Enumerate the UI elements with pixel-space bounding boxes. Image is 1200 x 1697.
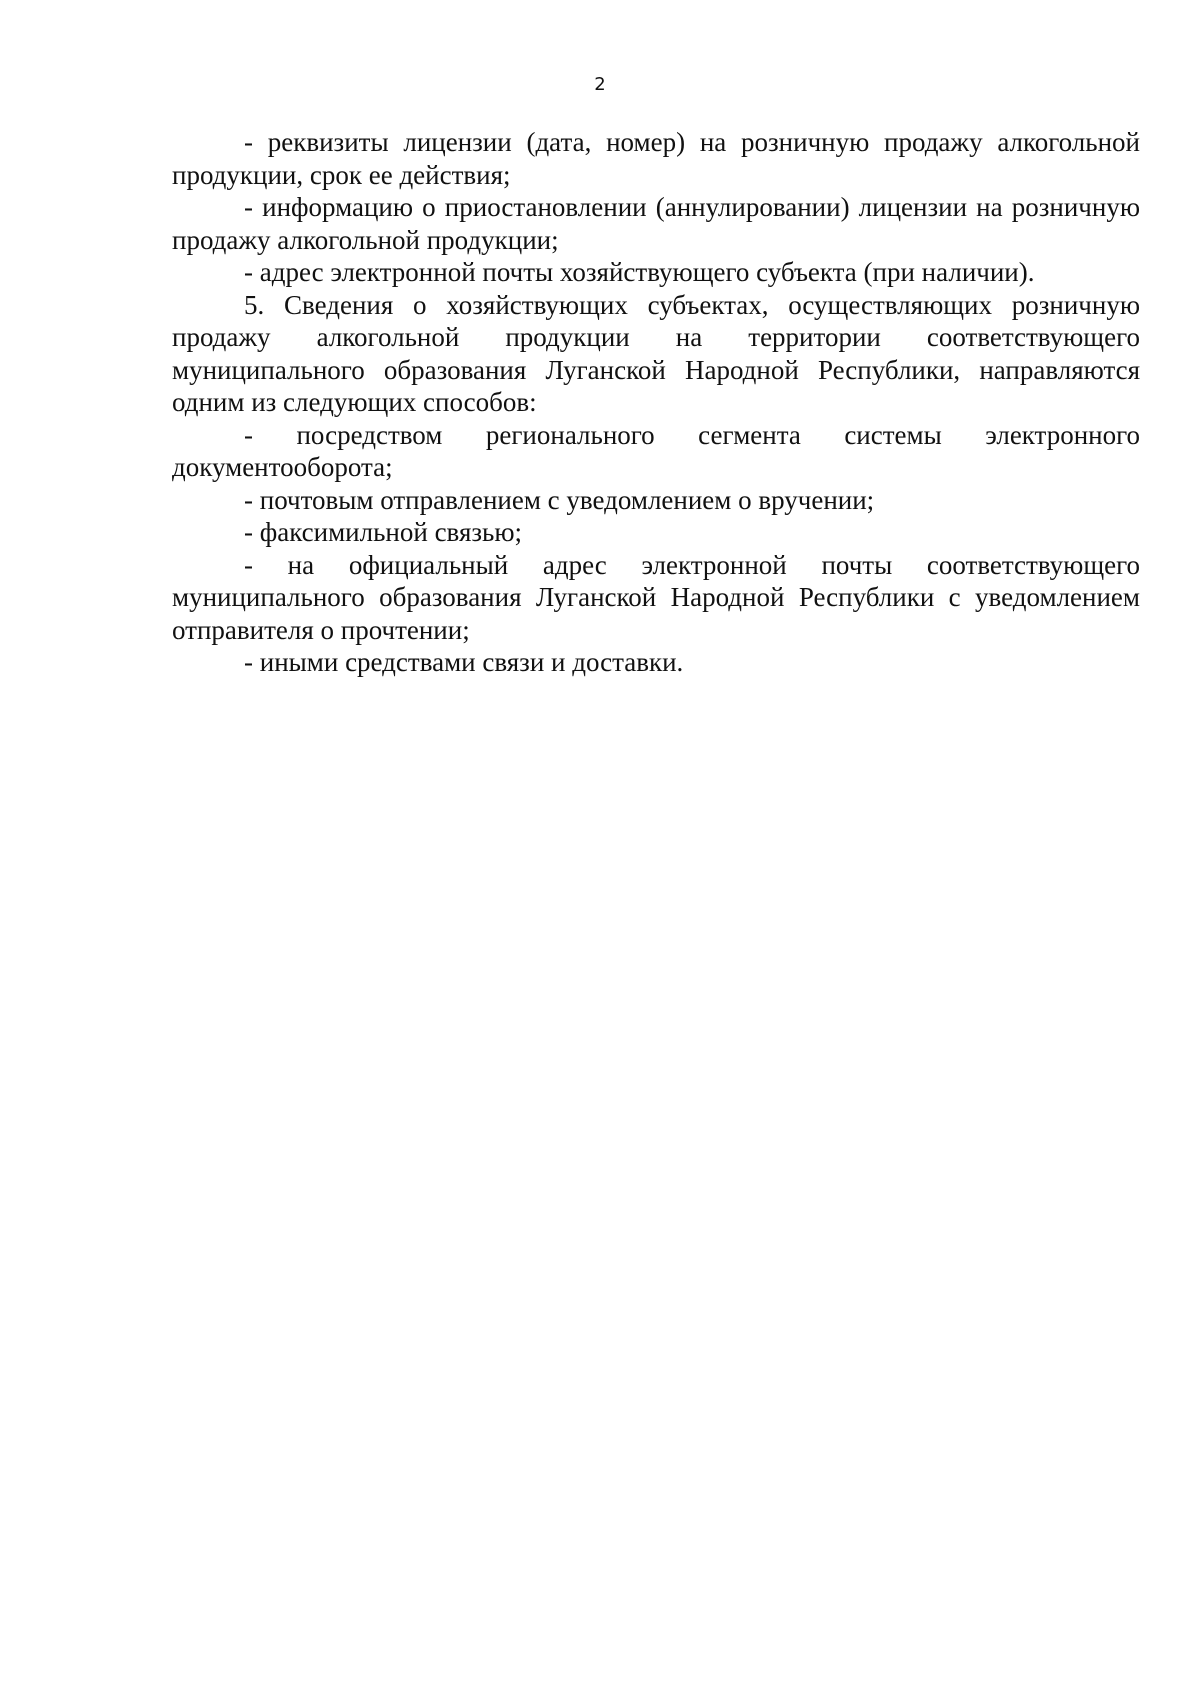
paragraph-postal: - почтовым отправлением с уведомлением о вручении; <box>244 484 875 515</box>
page-number: 2 <box>594 74 606 95</box>
paragraph-other-means: - иными средствами связи и доставки. <box>244 647 684 677</box>
paragraph-edms: - посредством регионального сегмента системы электронного документооборота; <box>172 419 1140 482</box>
paragraph-official-email: - на официальный адрес электронной почты соответствующего муниципального образования Луганской Народной Республики с уведомлением отправителя о прочтении; <box>172 549 1140 645</box>
paragraph-license-details: - реквизиты лицензии (дата, номер) на розничную продажу алкогольной продукции, срок ее действия; <box>172 127 1140 190</box>
paragraph-email-address: - адрес электронной почты хозяйствующего субъекта (при наличии). <box>244 257 1035 287</box>
paragraph-fax: - факсимильной связью; <box>244 517 523 547</box>
document-body <box>172 126 1140 679</box>
paragraph-license-suspension: - информацию о приостановлении (аннулировании) лицензии на розничную продажу алкогольной продукции; <box>172 192 1140 255</box>
paragraph-section-5: 5. Сведения о хозяйствующих субъектах, осуществляющих розничную продажу алкогольной продукции на территории соответствующего муниципального образования Луганской Народной Республики, направляются одним из следующих способов: <box>172 289 1140 417</box>
